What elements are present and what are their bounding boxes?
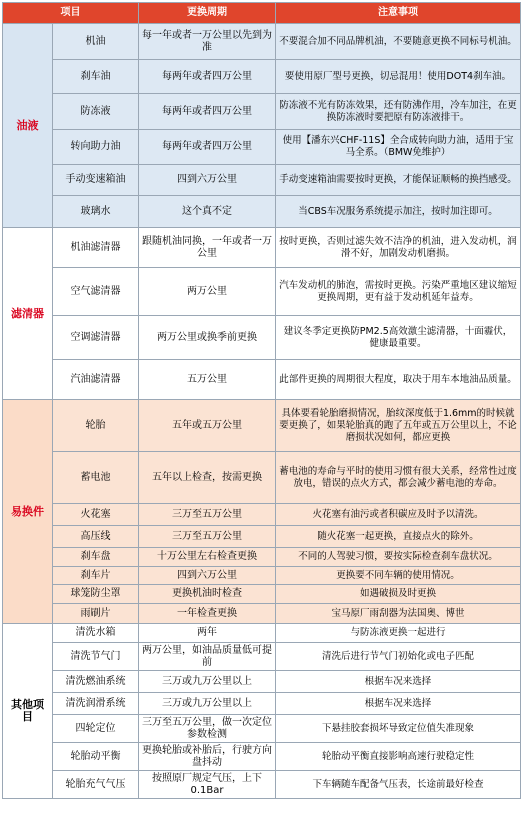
item-cell: 四轮定位 [53,715,139,743]
cycle-cell: 三万或九万公里以上 [139,693,276,715]
item-cell: 清洗润滑系统 [53,693,139,715]
table-row [3,643,521,671]
notes-cell: 按时更换，否则过滤失效不洁净的机油，进入发动机，润滑不好，加剧发动机磨损。 [276,228,521,268]
table-row [3,400,521,452]
header-cycle: 更换周期 [139,3,276,24]
notes-cell: 火花塞有油污或者积碳应及时予以清洗。 [276,504,521,526]
table-row [3,94,521,130]
cycle-cell: 四到六万公里 [139,165,276,196]
item-cell: 空调滤清器 [53,316,139,360]
header-notes: 注意事项 [276,3,521,24]
category-cell: 其他项目 [3,624,53,799]
cycle-cell: 五万公里 [139,360,276,400]
notes-cell: 此部件更换的周期很大程度，取决于用车本地油品质量。 [276,360,521,400]
category-cell: 滤清器 [3,228,53,400]
cycle-cell: 按照原厂规定气压，上下0.1Bar [139,771,276,799]
notes-cell: 下悬挂胶套损坏导致定位值失准现象 [276,715,521,743]
table-row [3,743,521,771]
cycle-cell: 三万至五万公里 [139,504,276,526]
table-row [3,526,521,548]
item-cell: 玻璃水 [53,196,139,228]
item-cell: 手动变速箱油 [53,165,139,196]
cycle-cell: 五年以上检查，按需更换 [139,452,276,504]
cycle-cell: 三万至五万公里，做一次定位参数检测 [139,715,276,743]
item-cell: 机油滤清器 [53,228,139,268]
item-cell: 清洗水箱 [53,624,139,643]
item-cell: 刹车片 [53,567,139,585]
notes-cell: 不要混合加不同品牌机油，不要随意更换不同标号机油。 [276,24,521,60]
cycle-cell: 十万公里左右检查更换 [139,548,276,567]
notes-cell: 轮胎动平衡直接影响高速行驶稳定性 [276,743,521,771]
cycle-cell: 每一年或者一万公里以先到为准 [139,24,276,60]
notes-cell: 宝马原厂雨刮器为法国奥、博世 [276,604,521,624]
notes-cell: 清洗后进行节气门初始化或电子匹配 [276,643,521,671]
notes-cell: 蓄电池的寿命与平时的使用习惯有很大关系，经常性过度放电，错误的点火方式，都会减少蓄电池的寿命。 [276,452,521,504]
table-row [3,228,521,268]
category-cell: 易换件 [3,400,53,624]
cycle-cell: 五年或五万公里 [139,400,276,452]
table-row [3,585,521,604]
item-cell: 防冻液 [53,94,139,130]
category-cell: 油液 [3,24,53,228]
notes-cell: 更换要不同车辆的使用情况。 [276,567,521,585]
cycle-cell: 两万公里，如油品质量低可提前 [139,643,276,671]
cycle-cell: 一年检查更换 [139,604,276,624]
notes-cell: 使用【潘东兴CHF-11S】全合成转向助力油，适用于宝马全系。（BMW免维护） [276,130,521,165]
cycle-cell: 三万或九万公里以上 [139,671,276,693]
table-row [3,567,521,585]
cycle-cell: 每两年或者四万公里 [139,130,276,165]
cycle-cell: 每两年或者四万公里 [139,60,276,94]
table-row [3,196,521,228]
notes-cell: 手动变速箱油需要按时更换，才能保证顺畅的换挡感受。 [276,165,521,196]
maintenance-table [2,2,521,799]
table-row [3,452,521,504]
cycle-cell: 三万至五万公里 [139,526,276,548]
notes-cell: 根据车况来选择 [276,693,521,715]
cycle-cell: 两万公里 [139,268,276,316]
table-row [3,316,521,360]
notes-cell: 随火花塞一起更换，直接点火的除外。 [276,526,521,548]
cycle-cell: 四到六万公里 [139,567,276,585]
item-cell: 轮胎 [53,400,139,452]
notes-cell: 要使用原厂型号更换，切忌混用！使用DOT4刹车油。 [276,60,521,94]
table-row [3,165,521,196]
cycle-cell: 跟随机油同换，一年或者一万公里 [139,228,276,268]
table-row [3,24,521,60]
cycle-cell: 这个真不定 [139,196,276,228]
notes-cell: 当CBS车况服务系统提示加注，按时加注即可。 [276,196,521,228]
notes-cell: 具体要看轮胎磨损情况，胎纹深度低于1.6mm的时候就要更换了，如果轮胎真的跑了五年或五万公里以上，不论磨损状况如何，都应更换 [276,400,521,452]
item-cell: 机油 [53,24,139,60]
notes-cell: 防冻液不光有防冻效果，还有防沸作用，冷车加注，在更换防冻液时要把原有防冻液排干。 [276,94,521,130]
table-row [3,130,521,165]
table-row [3,604,521,624]
item-cell: 汽油滤清器 [53,360,139,400]
header-row [3,3,521,24]
item-cell: 刹车油 [53,60,139,94]
table-body [3,24,521,799]
table-row [3,715,521,743]
table-row [3,548,521,567]
item-cell: 轮胎充气气压 [53,771,139,799]
table-row [3,771,521,799]
notes-cell: 与防冻液更换一起进行 [276,624,521,643]
item-cell: 空气滤清器 [53,268,139,316]
table-row [3,268,521,316]
notes-cell: 建议冬季定更换防PM2.5高效激尘滤清器，十面霾伏，健康最重要。 [276,316,521,360]
table-row [3,671,521,693]
cycle-cell: 两万公里或换季前更换 [139,316,276,360]
table-row [3,624,521,643]
item-cell: 刹车盘 [53,548,139,567]
item-cell: 清洗节气门 [53,643,139,671]
notes-cell: 下车辆随车配备气压表，长途前最好检查 [276,771,521,799]
table-row [3,504,521,526]
cycle-cell: 每两年或者四万公里 [139,94,276,130]
table-row [3,693,521,715]
item-cell: 轮胎动平衡 [53,743,139,771]
notes-cell: 不同的人驾驶习惯，要按实际检查刹车盘状况。 [276,548,521,567]
table-row [3,360,521,400]
notes-cell: 汽车发动机的肺泡，需按时更换。污染严重地区建议缩短更换周期，更有益于发动机延年益寿。 [276,268,521,316]
item-cell: 蓄电池 [53,452,139,504]
header-item: 项目 [3,3,139,24]
item-cell: 雨刷片 [53,604,139,624]
item-cell: 火花塞 [53,504,139,526]
notes-cell: 根据车况来选择 [276,671,521,693]
table-row [3,60,521,94]
item-cell: 球笼防尘罩 [53,585,139,604]
item-cell: 转向助力油 [53,130,139,165]
cycle-cell: 更换轮胎或补胎后，行驶方向盘抖动 [139,743,276,771]
cycle-cell: 更换机油时检查 [139,585,276,604]
item-cell: 高压线 [53,526,139,548]
cycle-cell: 两年 [139,624,276,643]
notes-cell: 如遇破损及时更换 [276,585,521,604]
item-cell: 清洗燃油系统 [53,671,139,693]
